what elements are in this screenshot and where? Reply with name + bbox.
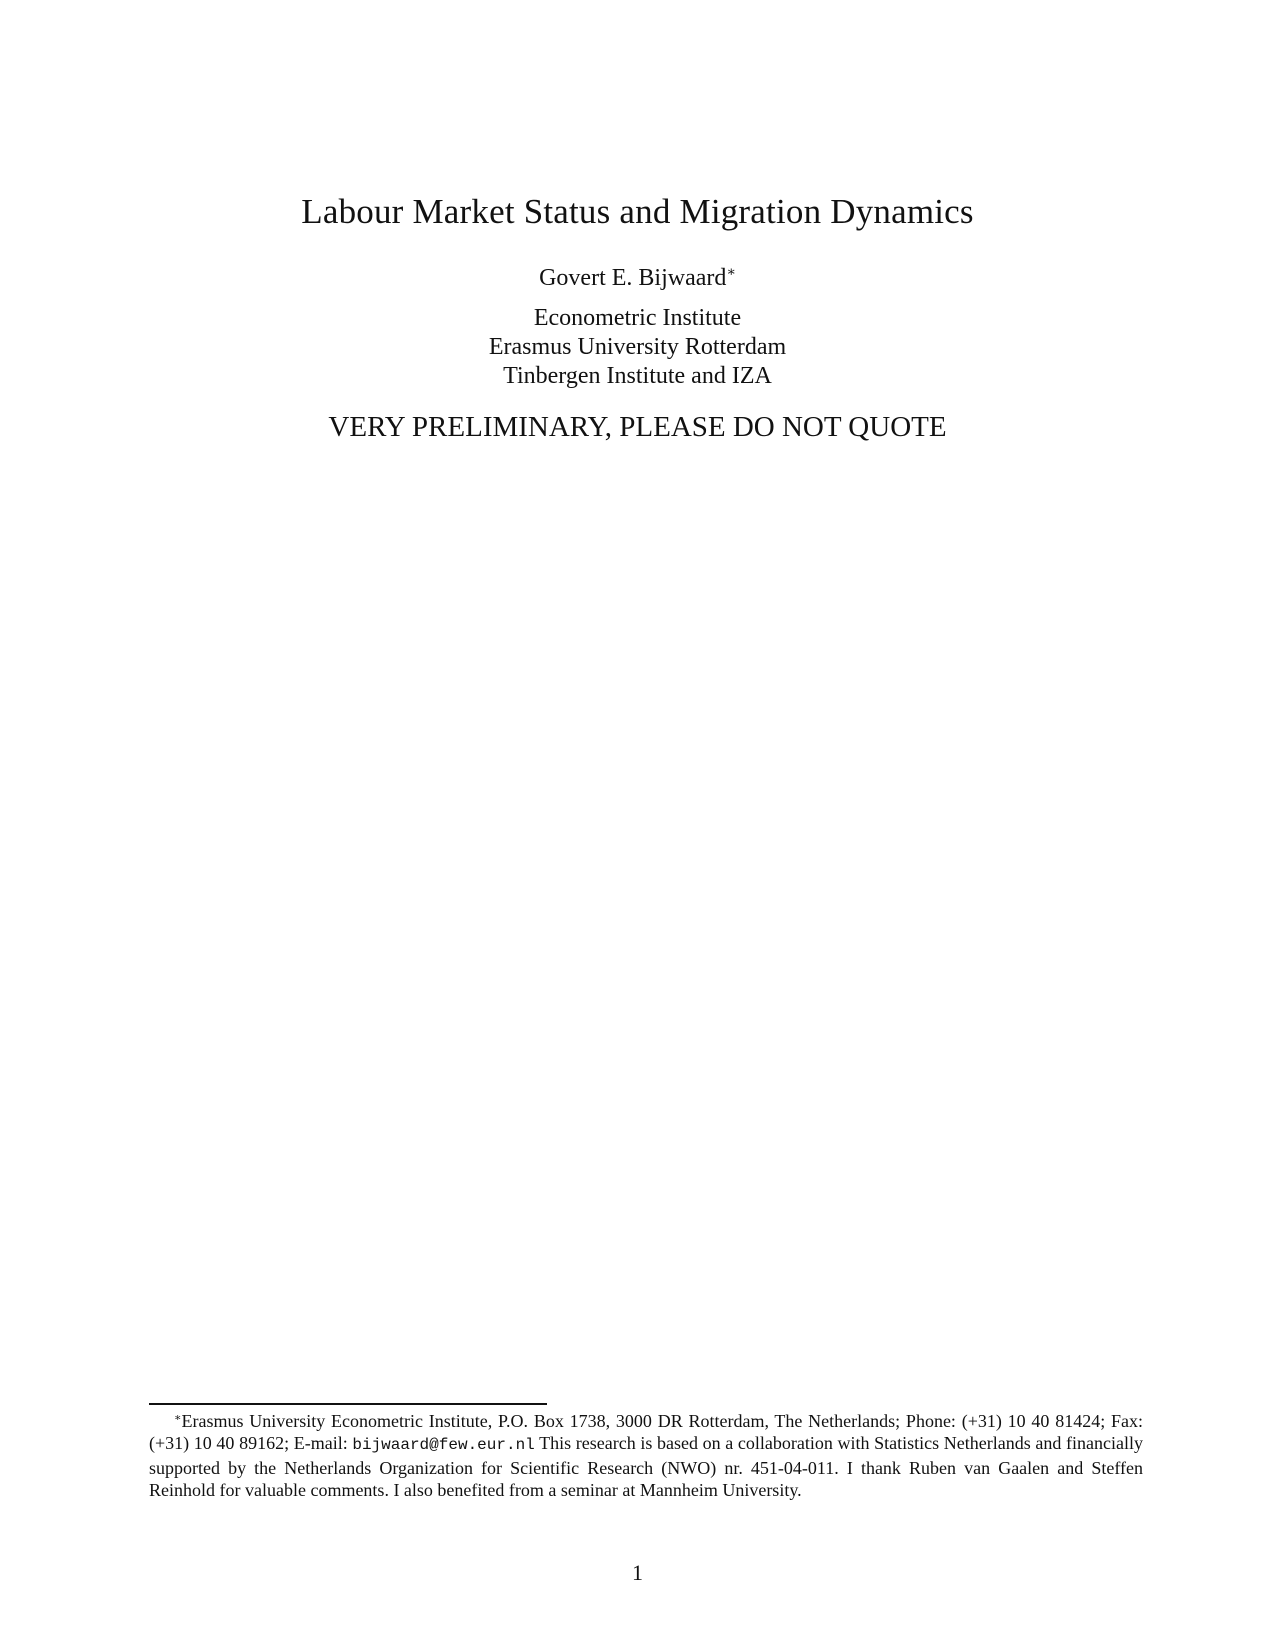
email-link[interactable]: bijwaard@few.eur.nl — [352, 1436, 535, 1455]
footnote-separator — [149, 1403, 547, 1405]
affiliation-line: Tinbergen Institute and IZA — [503, 363, 772, 389]
page-number: 1 — [632, 1560, 643, 1585]
footnote-text: Erasmus University Econometric Institute, P.O. Box 1738, 3000 DR Rotterdam, The Netherlands; Phone: (+31) 10 40 81424; Fax: (+31) 10 40 89162; E-mail: — [149, 1411, 1143, 1454]
footnote-mark: ∗ — [174, 1412, 182, 1424]
footnote — [149, 1410, 1143, 1502]
footnote-text-continued: This research is based on a collaboration with Statistics Netherlands and financially supported by the Netherlands Organization for Scientific Research (NWO) nr. 451-04-011. I thank Ruben van Gaalen and Steffen Reinhold for valuable comments. I also benefited from a seminar at Mannheim University. — [149, 1433, 1143, 1501]
paper-title: Labour Market Status and Migration Dynamics — [301, 192, 974, 231]
affiliation-line: Econometric Institute — [533, 305, 742, 331]
affiliation-line: Erasmus University Rotterdam — [488, 334, 787, 360]
author-name: Govert E. Bijwaard — [539, 265, 727, 291]
preliminary-notice: VERY PRELIMINARY, PLEASE DO NOT QUOTE — [328, 411, 947, 443]
author-line — [0, 264, 1275, 292]
author-footnote-mark: ∗ — [726, 265, 736, 280]
affiliation-block — [0, 304, 1275, 391]
